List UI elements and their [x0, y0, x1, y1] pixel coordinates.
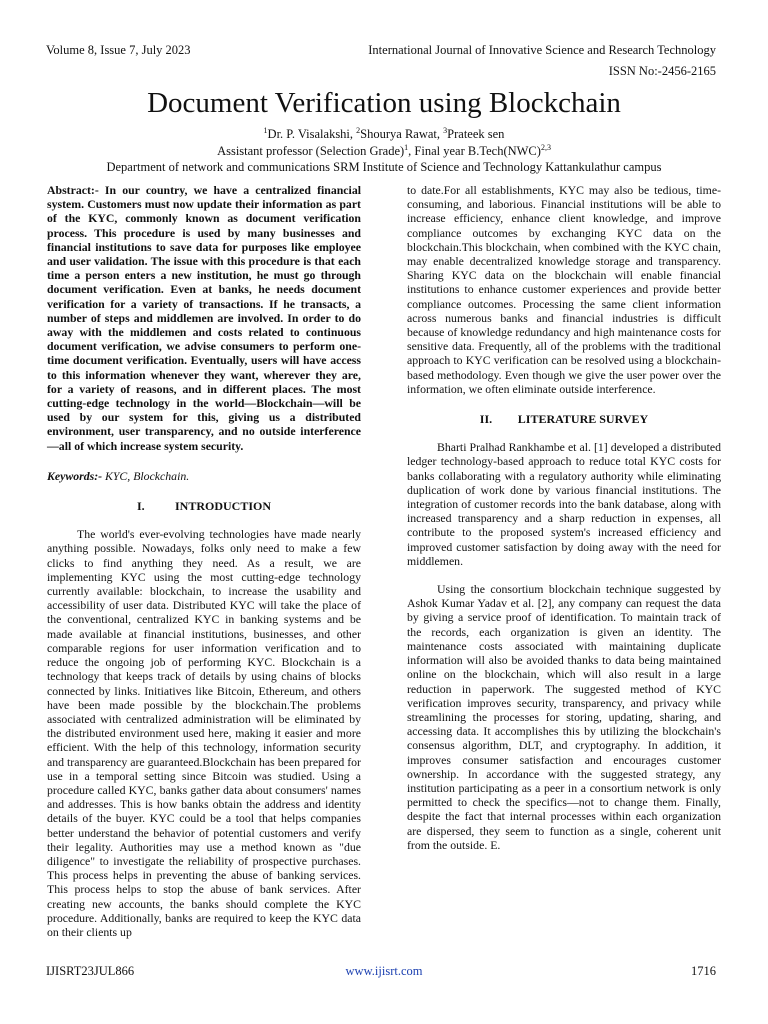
left-column	[47, 183, 361, 939]
introduction-continued-paragraph: to date.For all establishments, KYC may also be tedious, time-consuming, and laborious. Financial institutions will be able to increase efficiency, enhance client knowledge, and improve compliance outcomes by exchanging KYC data on the blockchain.This blockchain, when combined with the KYC chain, may enable decentralized knowledge storage and transparency. Sharing KYC data on the blockchain will enable financial institutions to enhance customer experiences and provide better compliance outcomes. Processing the same client information across numerous banks and financial industries is difficult because of knowledge redundancy and high maintenance costs for sensitive data. Frequently, all of the problems with the traditional approach to KYC verification can be resolved using a blockchain-based methodology. Even though we give the user power over the information, we often eliminate outside interference.	[407, 183, 721, 396]
issn-number: ISSN No:-2456-2165	[608, 64, 716, 78]
author-2-superscript: 2	[356, 125, 361, 135]
author-3-superscript: 3	[443, 125, 448, 135]
role-2-superscript: 2,3	[540, 142, 551, 152]
right-column	[407, 183, 721, 852]
author-1-superscript: 1	[263, 125, 268, 135]
journal-name: International Journal of Innovative Science and Research Technology	[368, 43, 716, 57]
department-affiliation: Department of network and communications SRM Institute of Science and Technology Kattankulathur campus	[106, 160, 662, 174]
role-2: , Final year B.Tech(NWC)	[408, 144, 541, 158]
section-title: INTRODUCTION	[174, 499, 271, 514]
role-1-superscript: 1	[404, 142, 409, 152]
section-number: II.	[479, 412, 493, 427]
paper-id: IJISRT23JUL866	[46, 964, 135, 978]
author-1: Dr. P. Visalakshi,	[267, 127, 357, 141]
author-3: Prateek sen	[447, 127, 505, 141]
website-link[interactable]: www.ijisrt.com	[345, 964, 423, 978]
keywords	[47, 469, 361, 483]
paper-title: Document Verification using Blockchain	[147, 87, 621, 119]
page-number: 1716	[691, 964, 716, 978]
introduction-paragraph: The world's ever-evolving technologies have made nearly anything possible. Nowadays, folks only need to make a few clicks to find anything they need. As a result, we are implementing KYC using the most cutting-edge technology currently available: blockchain, to increase the usability and accessibility of user data. Distributed KYC will take the place of the conventional, centralized KYC in banking systems and be made available at financial institutions, businesses, and other comparable regions for user information verification and to reduce the ongoing job of performing KYC. Blockchain is a technology that keeps track of details by using chains of blocks connected by links. Initiatives like Bitcoin, Ethereum, and others have been made possible by the blockchain.The problems associated with centralized administration will be eliminated by the distributed environment used here, making it easier and more efficient. With the help of this technology, information security and transparency are guaranteed.Blockchain has been prepared for use in a temporal setting since Bitcoin was studied. Using a procedure called KYC, banks gather data about consumers' names and addresses. This is how banks obtain the address and identity details of the buyer. KYC could be a tool that helps companies better understand the behavior of potential customers and verify their legality. Authorities may use a method known as "due diligence" to investigate the reliability of prospective purchases. This process helps in preventing the abuse of banking services. This process helps to stop the abuse of bank services. After creating new accounts, the banks should complete the KYC procedure. Additionally, banks are required to keep the KYC data on their clients up	[47, 527, 361, 939]
section-number: I.	[136, 499, 145, 514]
keywords-value: KYC, Blockchain.	[102, 468, 190, 483]
role-1: Assistant professor (Selection Grade)	[217, 144, 405, 158]
section-heading-literature-survey	[407, 412, 721, 426]
volume-info: Volume 8, Issue 7, July 2023	[46, 43, 191, 57]
author-2: Shourya Rawat,	[360, 127, 444, 141]
author-list	[0, 127, 768, 142]
abstract: Abstract:- In our country, we have a centralized financial system. Customers must now update their information as part of the KYC, commonly known as document verification process. This procedure is used by many businesses and financial institutions to save data for purposes like employee and user validation. The issue with this procedure is that each time a person enters a new institution, he must go through document verification. Even at banks, he needs document verification for a variety of transactions. If he transacts, a number of steps and middlemen are involved. In order to do away with the middlemen and costs related to continuous document verification, we advise consumers to perform one-time document verification. Eventually, users will have access to this information whenever they want, wherever they are, for a variety of reasons, and in different places. The most cutting-edge technology in the world—Blockchain—will be used by our system for this, giving us a distributed environment, user transparency, and no outside interference—all of which increase system security.	[47, 183, 361, 453]
section-heading-introduction	[47, 499, 361, 513]
literature-paragraph-2: Using the consortium blockchain technique suggested by Ashok Kumar Yadav et al. [2], any company can request the data by giving a service proof of identification. To maintain track of the records, each organization is given an identity. The maintenance costs associated with maintaining duplicate information will also be avoided thanks to data being maintained online on the blockchain, which will also result in a large reduction in paperwork. The suggested method of KYC verification improves security, transparency, and privacy while streamlining the processes for storing, updating, sharing, and accessing data. It accomplishes this by utilizing the blockchain's consensus algorithm, DLT, and cryptography. In addition, it improves consumer satisfaction and encourages customer ownership. In accordance with the suggested strategy, any institution participating as a peer in a consortium network is only permitted to check the specifics—not to change them. Finally, despite the fact that internal processes within each organization are dispersed, they seem to function as a single, coherent unit from the outside. E.	[407, 582, 721, 852]
author-roles	[0, 144, 768, 159]
keywords-label: Keywords:-	[47, 468, 103, 483]
literature-paragraph-1: Bharti Pralhad Rankhambe et al. [1] developed a distributed ledger technology-based approach to reduce total KYC costs for banks collaborating with a regulatory authority while eliminating duplication of work done by various financial institutions. The integration of customer records into the bank database, along with increased transparency and a sharp reduction in expenses, all contribute to the proposed system's increased efficiency and improved customer satisfaction by doing away with the need for middlemen.	[407, 440, 721, 568]
section-title: LITERATURE SURVEY	[517, 412, 649, 427]
